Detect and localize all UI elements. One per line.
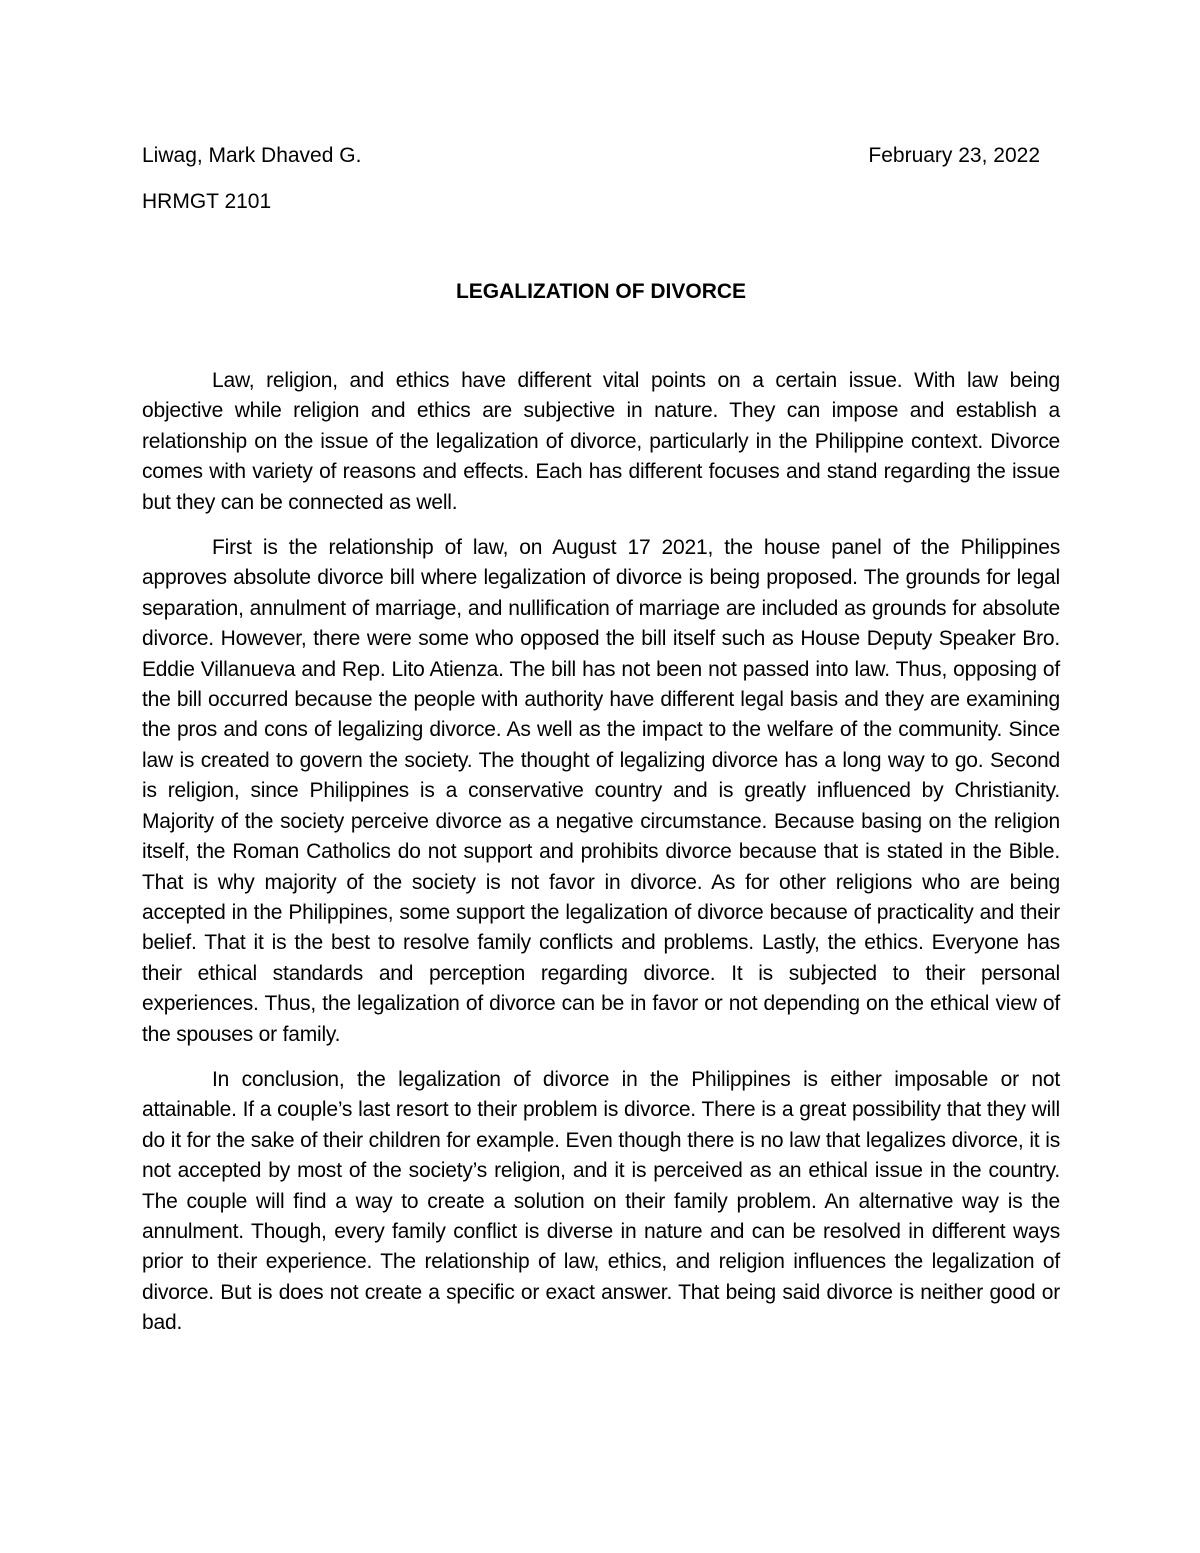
document-date: February 23, 2022	[868, 144, 1040, 167]
document-body	[142, 366, 1060, 1354]
header-course-row	[142, 188, 1040, 216]
paragraph-body: First is the relationship of law, on August 17 2021, the house panel of the Philippines approves absolute divorce bill where legalization of divorce is being proposed. The grounds for legal separation, annulment of marriage, and nullification of marriage are included as grounds for absolute divorce. However, there were some who opposed the bill itself such as House Deputy Speaker Bro. Eddie Villanueva and Rep. Lito Atienza. The bill has not been not passed into law. Thus, opposing of the bill occurred because the people with authority have different legal basis and they are examining the pros and cons of legalizing divorce. As well as the impact to the welfare of the community. Since law is created to govern the society. The thought of legalizing divorce has a long way to go. Second is religion, since Philippines is a conservative country and is greatly influenced by Christianity. Majority of the society perceive divorce as a negative circumstance. Because basing on the religion itself, the Roman Catholics do not support and prohibits divorce because that is stated in the Bible. That is why majority of the society is not favor in divorce. As for other religions who are being accepted in the Philippines, some support the legalization of divorce because of practicality and their belief. That it is the best to resolve family conflicts and problems. Lastly, the ethics. Everyone has their ethical standards and perception regarding divorce. It is subjected to their personal experiences. Thus, the legalization of divorce can be in favor or not depending on the ethical view of the spouses or family.	[142, 536, 1060, 1046]
author-name: Liwag, Mark Dhaved G.	[142, 144, 362, 167]
document-title: LEGALIZATION OF DIVORCE	[455, 280, 747, 303]
paragraph-introduction: Law, religion, and ethics have different vital points on a certain issue. With law being objective while religion and ethics are subjective in nature. They can impose and establish a relationship on the issue of the legalization of divorce, particularly in the Philippine context. Divorce comes with variety of reasons and effects. Each has different focuses and stand regarding the issue but they can be connected as well.	[142, 369, 1060, 514]
course-code: HRMGT 2101	[142, 190, 272, 213]
paragraph-conclusion: In conclusion, the legalization of divorce in the Philippines is either imposable or not attainable. If a couple’s last resort to their problem is divorce. There is a great possibility that they will do it for the sake of their children for example. Even though there is no law that legalizes divorce, it is not accepted by most of the society’s religion, and it is perceived as an ethical issue in the country. The couple will find a way to create a solution on their family problem. An alternative way is the annulment. Though, every family conflict is diverse in nature and can be resolved in different ways prior to their experience. The relationship of law, ethics, and religion influences the legalization of divorce. But is does not create a specific or exact answer. That being said divorce is neither good or bad.	[142, 1067, 1060, 1335]
header-author-row	[142, 142, 1040, 170]
